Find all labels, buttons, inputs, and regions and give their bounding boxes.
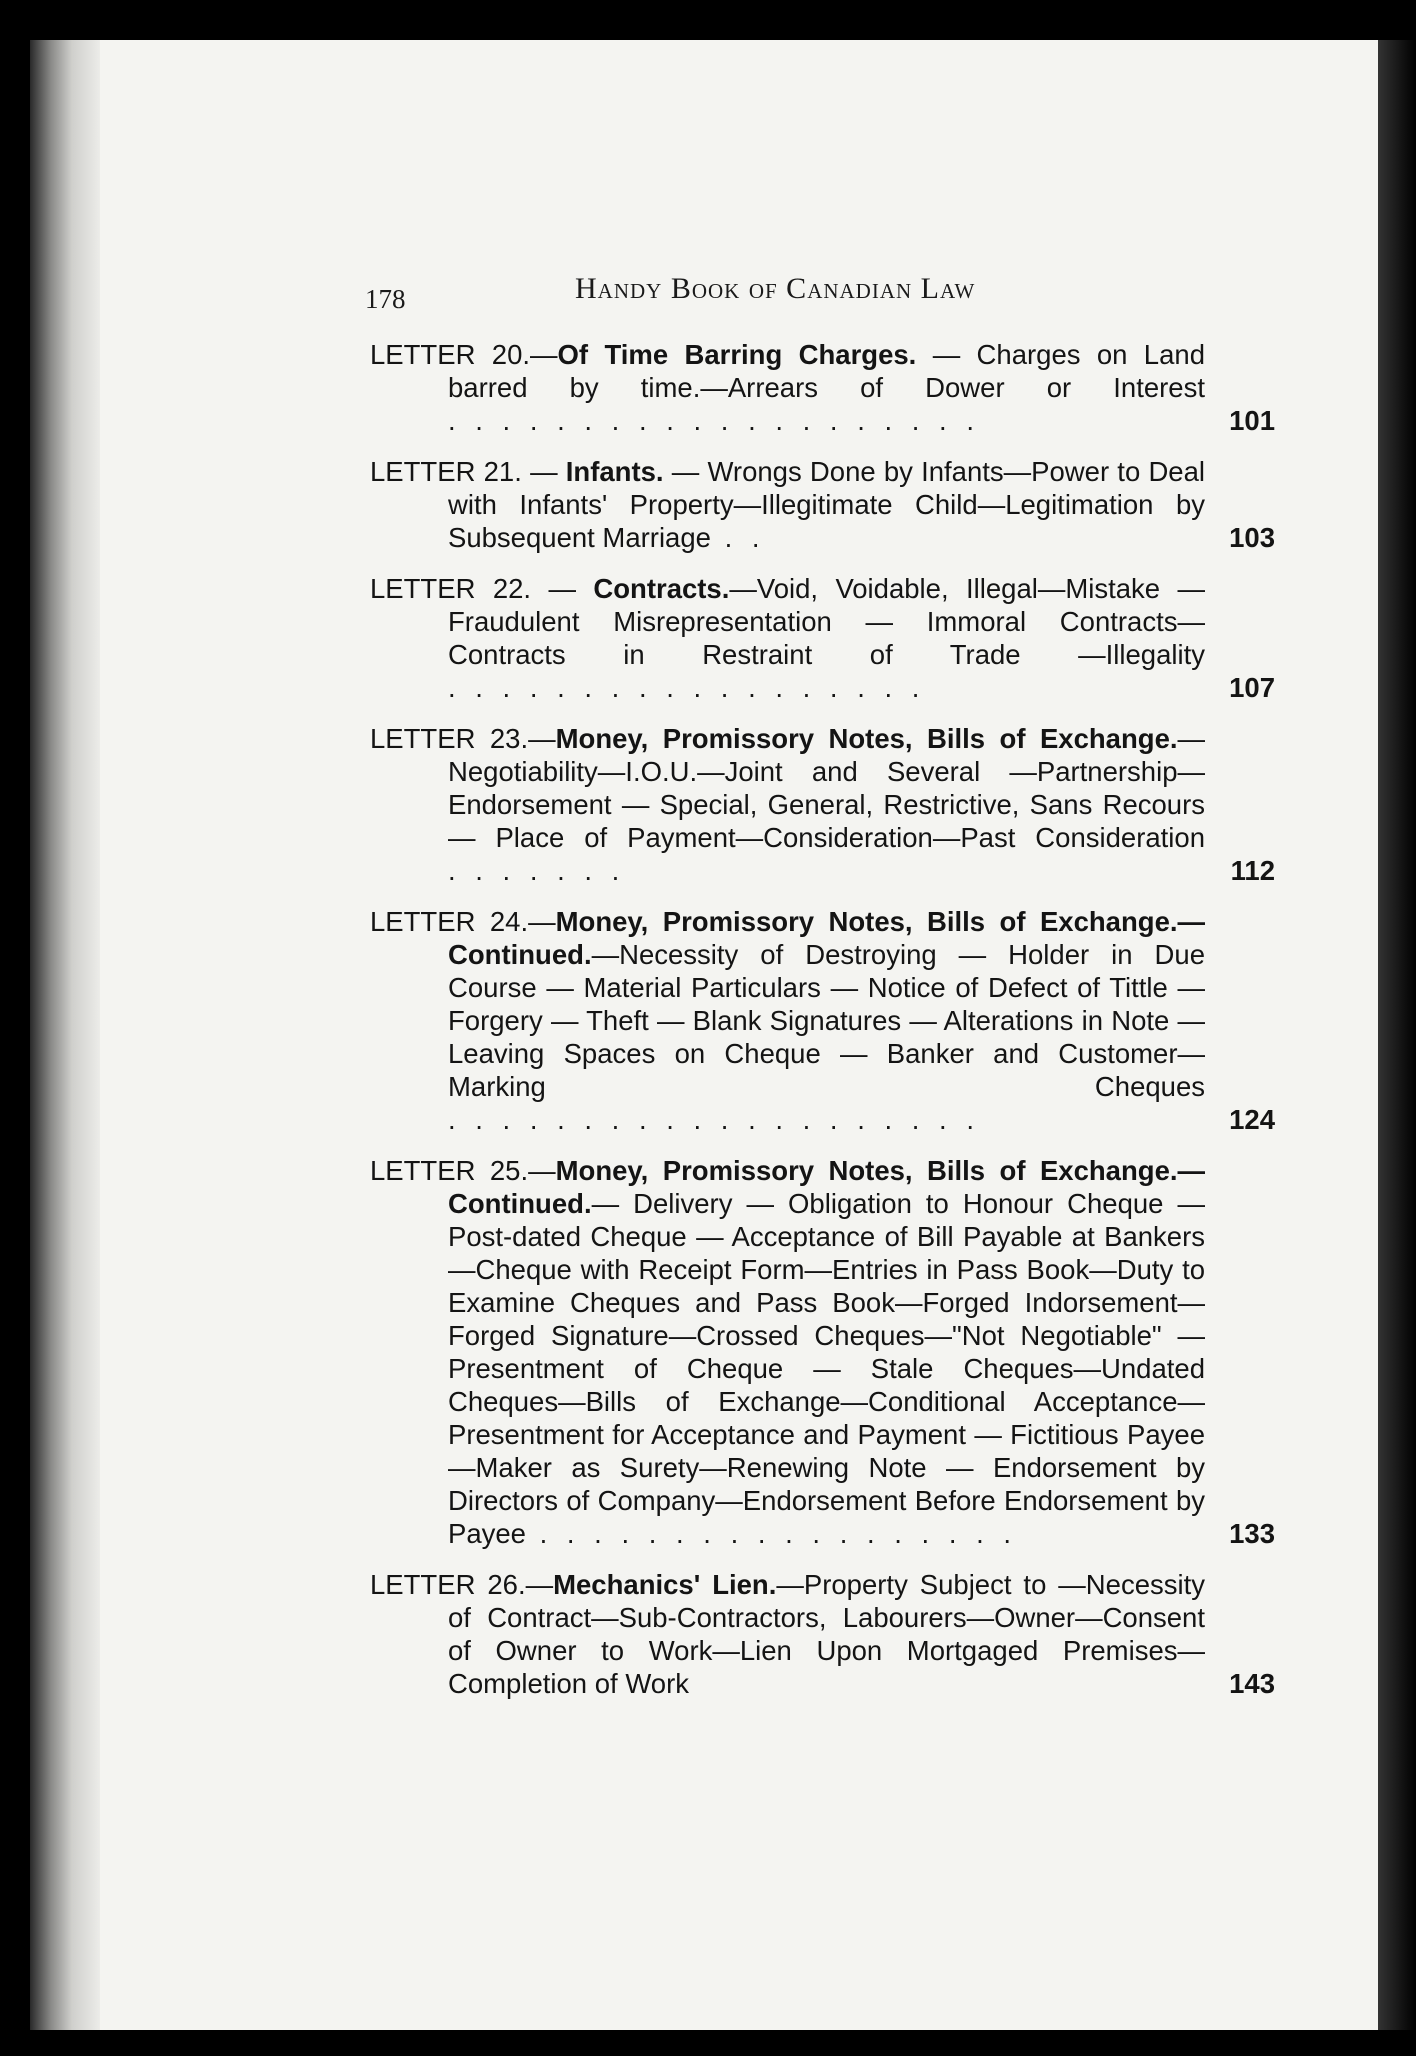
entry-title: Contracts. — [593, 573, 730, 604]
entry-page-number: 133 — [1229, 1518, 1275, 1549]
entry-page-number: 143 — [1229, 1668, 1275, 1699]
entry-label: LETTER 26.— — [370, 1569, 554, 1600]
running-head: Handy Book of Canadian Law — [575, 272, 976, 305]
entry-page-number: 112 — [1230, 855, 1275, 886]
dot-leader: . . . . . . . . . . . . . . . . . . . . — [448, 405, 980, 436]
table-of-contents — [370, 338, 1275, 1718]
entry-label: LETTER 24.— — [370, 906, 556, 937]
entry-label: LETTER 22. — — [370, 573, 594, 604]
toc-entry-letter-25 — [370, 1154, 1275, 1550]
entry-label: LETTER 23.— — [370, 723, 556, 754]
toc-entry-letter-23 — [370, 722, 1275, 887]
page-header — [365, 262, 1205, 312]
dot-leader: . . . . . . . . . . . . . . . . . . . . — [448, 1104, 980, 1135]
toc-entry-letter-26 — [370, 1568, 1275, 1700]
entry-description: —Negotiability—I.O.U.—Joint and Several —Partnership—Endorsement — Special, General, Restrictive, Sans Recours — Place of Payment—Consideration—Past Consideration — [448, 723, 1206, 853]
entry-title: Mechanics' Lien. — [553, 1569, 777, 1600]
page-number: 178 — [365, 284, 406, 314]
dot-leader: . . . . . . . — [448, 855, 626, 886]
entry-title: Of Time Barring Charges. — [557, 339, 917, 370]
dot-leader: . . . . . . . . . . . . . . . . . . — [525, 1518, 1018, 1549]
toc-entry-letter-24 — [370, 905, 1275, 1136]
entry-description: — Wrongs Done by Infants—Power to Deal with Infants' Property—Illegitimate Child—Legitimation by Subsequent Marriage — [448, 456, 1206, 553]
entry-description: —Necessity of Destroying — Holder in Due Course — Material Particulars — Notice of Defect of Tittle — Forgery — Theft — Blank Signatures — Alterations in Note — Leaving Spaces on Cheque — Banker and Customer—Marking Cheques — [448, 939, 1205, 1102]
entry-label: LETTER 25.— — [370, 1155, 556, 1186]
entry-label: LETTER 20.— — [370, 339, 558, 370]
entry-description: — Charges on Land barred by time.—Arrears of Dower or Interest — [448, 339, 1205, 403]
entry-title: Infants. — [565, 456, 664, 487]
toc-entry-letter-22 — [370, 572, 1275, 704]
entry-description: —Property Subject to —Necessity of Contract—Sub-Contractors, Labourers—Owner—Consent of Owner to Work—Lien Upon Mortgaged Premises—Completion of Work — [448, 1569, 1205, 1699]
entry-title: Money, Promissory Notes, Bills of Exchange. — [555, 723, 1178, 754]
entry-description: —Void, Voidable, Illegal—Mistake — Fraudulent Misrepresentation — Immoral Contracts—Contracts in Restraint of Trade —Illegality — [448, 573, 1205, 670]
entry-page-number: 103 — [1229, 522, 1275, 553]
entry-label: LETTER 21. — — [370, 456, 566, 487]
entry-page-number: 124 — [1229, 1104, 1275, 1135]
toc-entry-letter-21 — [370, 455, 1275, 554]
book-spine — [30, 40, 100, 2030]
entry-page-number: 107 — [1229, 672, 1275, 703]
toc-entry-letter-20 — [370, 338, 1275, 437]
entry-title: Money, Promissory Notes, Bills of Exchange.—Continued. — [448, 1155, 1206, 1219]
entry-page-number: 101 — [1229, 405, 1275, 436]
dot-leader: . . — [710, 522, 766, 553]
page-edge-shadow — [1378, 40, 1416, 2030]
dot-leader: . . . . . . . . . . . . . . . . . . — [448, 672, 926, 703]
entry-description: — Delivery — Obligation to Honour Cheque — Post-dated Cheque — Acceptance of Bill Payable at Bankers—Cheque with Receipt Form—Entries in Pass Book—Duty to Examine Cheques and Pass Book—Forged Indorsement—Forged Signature—Crossed Cheques—"Not Negotiable" — Presentment of Cheque — Stale Cheques—Undated Cheques—Bills of Exchange—Conditional Acceptance—Presentment for Acceptance and Payment — Fictitious Payee—Maker as Surety—Renewing Note — Endorsement by Directors of Company—Endorsement Before Endorsement by Payee — [448, 1188, 1205, 1549]
entry-title: Money, Promissory Notes, Bills of Exchange.—Continued. — [448, 906, 1206, 970]
